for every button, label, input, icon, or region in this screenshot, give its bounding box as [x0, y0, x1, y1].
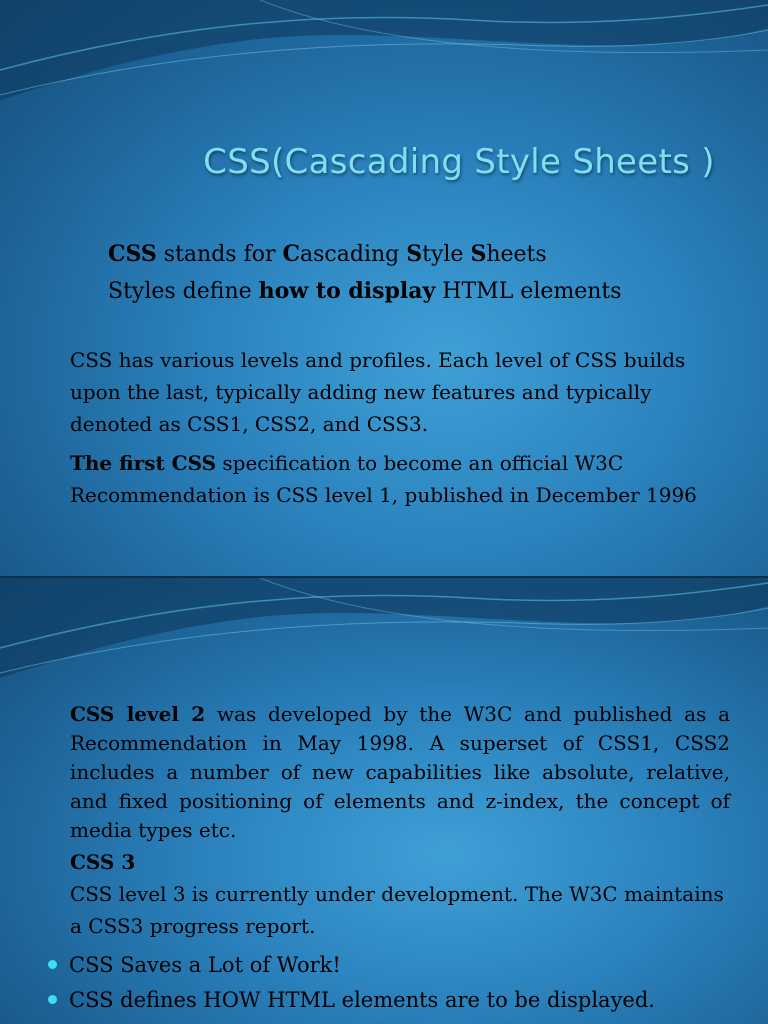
levels-paragraph: CSS has various levels and profiles. Each level of CSS builds upon the last, typically adding new features and typically denoted as CSS1, CSS2, and CSS3. [70, 348, 686, 436]
first-css-paragraph: The first CSS specification to become an official W3C Recommendation is CSS level 1, published in December 1996 [70, 451, 697, 507]
bullet-dot-icon [48, 960, 57, 969]
css3-paragraph: CSS level 3 is currently under development. The W3C maintains a CSS3 progress report. [70, 882, 724, 938]
slide-2 [0, 578, 768, 1024]
css3-heading: CSS 3 [70, 850, 136, 874]
wave-decoration [0, 0, 768, 150]
css-level-2-paragraph: CSS level 2 was developed by the W3C and published as a Recommendation in May 1998. A superset of CSS1, CSS2 includes a number of new capabilities like absolute, relative, and fixed positioning of elements and z-index, the concept of media types etc. [70, 702, 730, 842]
lead-text [108, 236, 628, 310]
bullet-item-1: CSS Saves a Lot of Work! [48, 950, 748, 980]
bullet-dot-icon [48, 995, 57, 1004]
lead-line-2: Styles define how to display HTML elements [108, 278, 622, 304]
lead-line-1: CSS stands for Cascading Style Sheets [108, 241, 547, 267]
slide-title: CSS(Cascading Style Sheets ) [203, 142, 715, 182]
bullet-item-2: CSS defines HOW HTML elements are to be displayed. [48, 985, 748, 1015]
